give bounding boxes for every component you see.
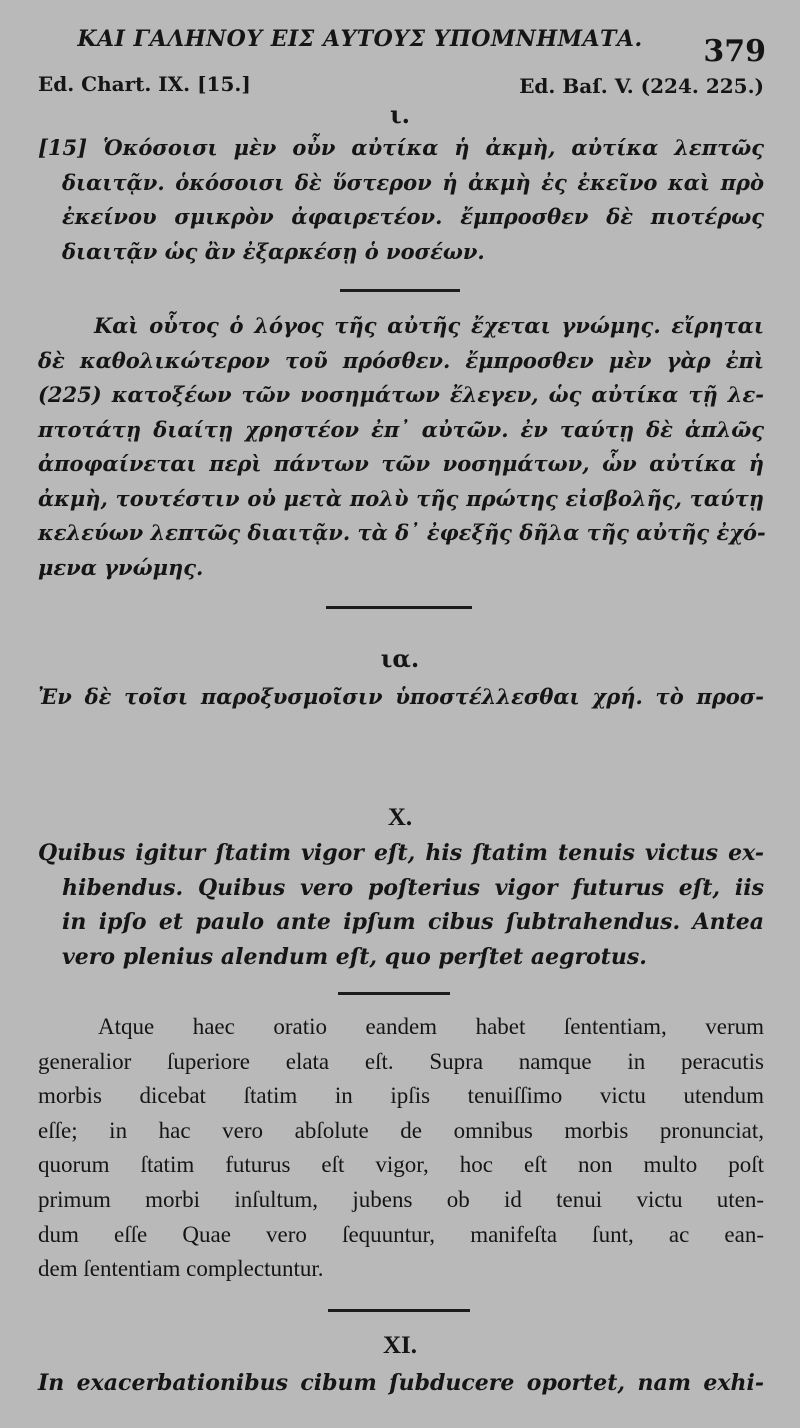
edition-ref-chartier: Ed. Chart. IX. [15.] [38,72,251,96]
greek-commentary-line: Καὶ οὗτος ὁ λόγος τῆς αὐτῆς ἔχεται γνώμης. εἴρηται [94,313,764,338]
latin-section-number-11: XI. [382,1332,418,1359]
latin-commentary-line: dem ſententiam complectuntur. [38,1256,324,1282]
latin-aphorism-10-line: Quibus igitur ſtatim vigor eſt, his ſtatim tenuis victus ex- [38,840,764,866]
greek-commentary-10 [38,309,764,585]
running-head: ΚΑΙ ΓΑΛΗΝΟΥ ΕΙΣ ΑΥΤΟΥΣ ΥΠΟΜΝΗΜΑΤΑ. [77,26,643,52]
greek-commentary-line: ἀκμὴ, τουτέστιν οὐ μετὰ πολὺ τῆς πρώτης εἰσβολῆς, ταύτῃ [38,485,764,511]
divider [338,992,450,995]
greek-aphorism-11 [38,680,764,715]
greek-commentary-line: δὲ καθολικώτερον τοῦ πρόσθεν. ἔμπροσθεν μὲν γὰρ ἐπὶ [38,347,764,373]
greek-aphorism-10-line: διαιτᾷν. ὁκόσοισι δὲ ὕστερον ἡ ἀκμὴ ἐς ἐκεῖνο καὶ πρὸ [62,169,764,195]
greek-commentary-line: πτοτάτῃ διαίτῃ χρηστέον ἐπ᾽ αὐτῶν. ἐν ταύτῃ δὲ ἁπλῶς [38,416,764,442]
latin-commentary-line: quorum ſtatim futurus eſt vigor, hoc eſt non multo poſt [38,1152,764,1178]
greek-commentary-line: μενα γνώμης. [38,554,204,580]
latin-aphorism-10-line: vero plenius alendum eſt, quo perſtet aegrotus. [62,943,647,970]
greek-commentary-line: κελεύων λεπτῶς διαιτᾷν. τὰ δ᾽ ἐφεξῆς δῆλα τῆς αὐτῆς ἐχό- [38,520,766,545]
greek-commentary-line: (225) κατοξέων τῶν νοσημάτων ἔλεγεν, ὡς αὐτίκα τῇ λε- [38,382,764,407]
greek-aphorism-11-line: Ἐν δὲ τοῖσι παροξυσμοῖσιν ὑποστέλλεσθαι χρή. τὸ προσ- [38,684,764,709]
latin-aphorism-11 [38,1366,764,1401]
divider [340,289,460,292]
greek-aphorism-10-line: διαιτᾷν ὡς ἂν ἐξαρκέσῃ ὁ νοσέων. [62,238,485,264]
page-number: 379 [703,34,766,69]
latin-aphorism-11-line: In exacerbationibus cibum ſubducere oportet, nam exhi- [38,1370,764,1396]
greek-commentary-line: ἀποφαίνεται περὶ πάντων τῶν νοσημάτων, ὧν αὐτίκα ἡ [38,451,764,476]
greek-section-number-11: ια. [380,644,420,673]
edition-ref-basel: Ed. Baſ. V. (224. 225.) [519,74,764,98]
greek-section-number-10: ι. [390,100,410,129]
latin-commentary-line: Atque haec oratio eandem habet ſententiam, verum [98,1014,764,1039]
latin-commentary-line: primum morbi inſultum, jubens ob id tenui victu uten- [38,1186,764,1212]
latin-commentary-line: eſſe; in hac vero abſolute de omnibus morbis pronunciat, [38,1117,764,1143]
greek-aphorism-10-line: [15] Ὁκόσοισι μὲν οὖν αὐτίκα ἡ ἀκμὴ, αὐτίκα λεπτῶς [38,135,764,160]
latin-commentary-line: dum eſſe Quae vero ſequuntur, manifeſta ſunt, ac ean- [38,1221,764,1247]
latin-commentary-line: generalior ſuperiore elata eſt. Supra namque in peracutis [38,1048,764,1074]
divider [328,1309,470,1312]
latin-aphorism-10-line: in ipſo et paulo ante ipſum cibus ſubtrahendus. Antea [62,909,764,935]
latin-section-number-10: X. [387,804,413,831]
latin-aphorism-10-line: hibendus. Quibus vero poſterius vigor futurus eſt, iis [62,874,764,901]
latin-commentary-line: morbis dicebat ſtatim in ipſis tenuiſſimo victu utendum [38,1083,764,1109]
latin-aphorism-10 [38,836,764,974]
divider [326,606,472,609]
greek-aphorism-10-line: ἐκείνου σμικρὸν ἀφαιρετέον. ἔμπροσθεν δὲ πιοτέρως [62,204,764,229]
greek-aphorism-10 [38,131,764,269]
latin-commentary-10 [38,1010,764,1287]
